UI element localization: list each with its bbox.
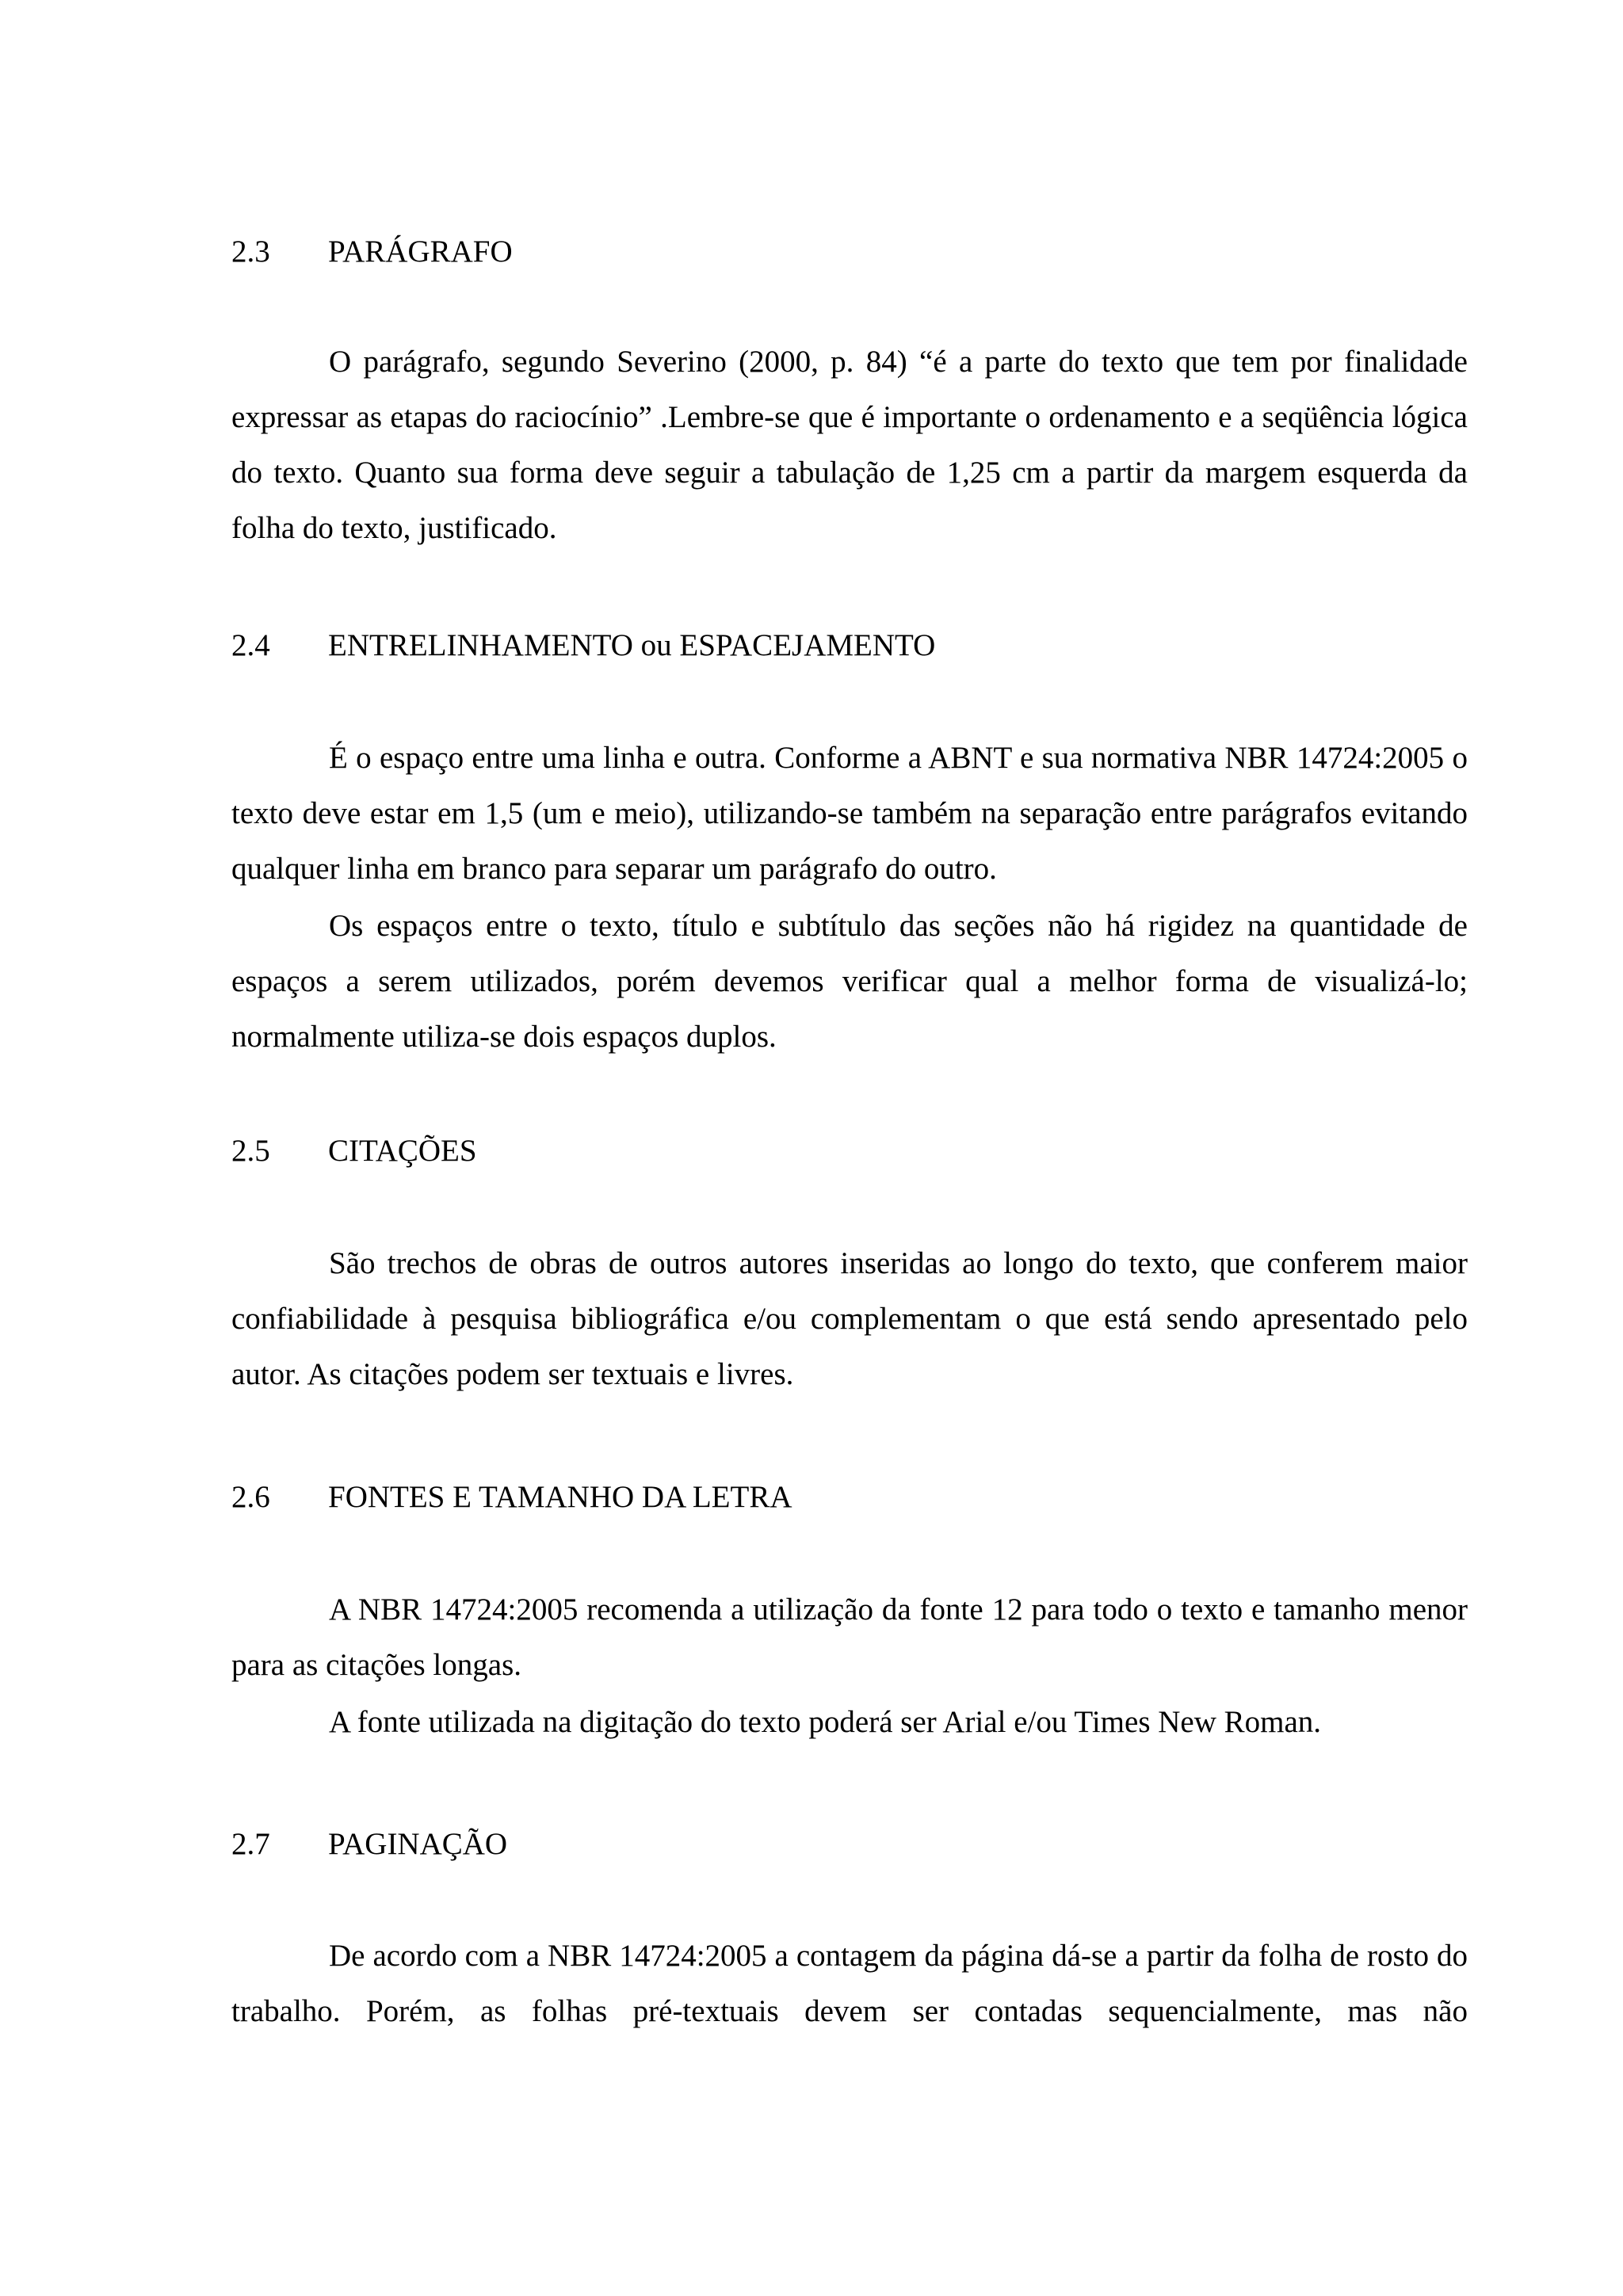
section-number: 2.5	[231, 1134, 270, 1168]
section-heading-2-6	[231, 1470, 1468, 1525]
section-heading-2-3	[231, 224, 1468, 280]
section-title: ENTRELINHAMENTO ou ESPACEJAMENTO	[328, 628, 936, 662]
paragraph: Os espaços entre o texto, título e subtítulo das seções não há rigidez na quantidade de espaços a serem utilizados, porém devemos verificar qual a melhor forma de visualizá-lo; normalmente utiliza-se dois espaços duplos.	[231, 909, 1468, 1054]
paragraph: A NBR 14724:2005 recomenda a utilização da fonte 12 para todo o texto e tamanho menor para as citações longas.	[231, 1592, 1468, 1682]
section-heading-2-4	[231, 618, 1468, 673]
paragraph: É o espaço entre uma linha e outra. Conforme a ABNT e sua normativa NBR 14724:2005 o texto deve estar em 1,5 (um e meio), utilizando-se também na separação entre parágrafos evitando qualquer linha em branco para separar um parágrafo do outro.	[231, 741, 1468, 886]
section-title: CITAÇÕES	[328, 1134, 477, 1168]
paragraph: A fonte utilizada na digitação do texto poderá ser Arial e/ou Times New Roman.	[329, 1705, 1322, 1739]
section-number: 2.6	[231, 1480, 270, 1514]
section-heading-2-5	[231, 1123, 1468, 1179]
section-number: 2.3	[231, 235, 270, 269]
section-title: PAGINAÇÃO	[328, 1827, 508, 1861]
section-title: PARÁGRAFO	[328, 235, 513, 269]
paragraph: São trechos de obras de outros autores inseridas ao longo do texto, que conferem maior confiabilidade à pesquisa bibliográfica e/ou complementam o que está sendo apresentado pelo autor. As citações podem ser textuais e livres.	[231, 1246, 1468, 1391]
section-number: 2.7	[231, 1827, 270, 1861]
section-heading-2-7	[231, 1817, 1468, 1872]
section-number: 2.4	[231, 628, 270, 662]
paragraph: O parágrafo, segundo Severino (2000, p. 84) “é a parte do texto que tem por finalidade expressar as etapas do raciocínio” .Lembre-se que é importante o ordenamento e a seqüência lógica do texto. Quanto sua forma deve seguir a tabulação de 1,25 cm a partir da margem esquerda da folha do texto, justificado.	[231, 345, 1468, 545]
paragraph: De acordo com a NBR 14724:2005 a contagem da página dá-se a partir da folha de rosto do trabalho. Porém, as folhas pré-textuais devem ser contadas sequencialmente, mas não	[231, 1939, 1468, 2028]
section-title: FONTES E TAMANHO DA LETRA	[328, 1480, 792, 1514]
